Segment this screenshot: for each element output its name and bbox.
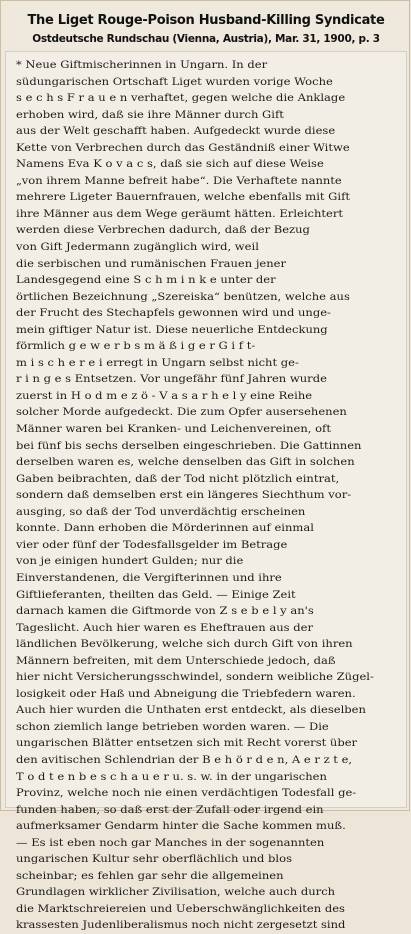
article-line: Männer waren bei Kranken- und Leichenvereinen, oft	[16, 423, 331, 436]
article-line: m i s c h e r e i erregt in Ungarn selbst nicht ge-	[16, 356, 299, 369]
article-line: Grundlagen wirklicher Zivilisation, welche auch durch	[16, 886, 336, 899]
article-line: mehrere Ligeter Bauernfrauen, welche ebenfalls mit Gift	[16, 191, 350, 204]
article-line: darnach kamen die Giftmorde von Z s e b e l y an's	[16, 605, 314, 618]
article-line: s e c h s F r a u e n verhaftet, gegen welche die Anklage	[16, 92, 346, 105]
article-line: hier nicht Versicherungsschwindel, sondern weibliche Zügel-	[16, 671, 374, 684]
article-line: den avitischen Schlendrian der B e h ö r d e n, A e r z t e,	[16, 753, 353, 766]
article-line: sondern daß demselben erst ein längeres Siechthum vor-	[16, 489, 352, 502]
article-line: bei fünf bis sechs derselben eingeschrieben. Die Gattinnen	[16, 439, 362, 452]
newspaper-clipping	[5, 51, 407, 932]
article-line: Landesgegend eine S c h m i n k e unter der	[16, 274, 276, 287]
article-line: Männern befreiten, mit dem Unterschiede jedoch, daß	[16, 654, 336, 667]
article-line: schon ziemlich lange betrieben worden waren. — Die	[16, 720, 329, 733]
article-line: krassesten Judenliberalismus noch nicht zergesetzt sind	[16, 919, 346, 932]
article-line: von Gift Jedermann zugänglich wird, weil	[16, 241, 259, 254]
article-line: der Frucht des Stechapfels gewonnen wird und unge-	[16, 307, 331, 320]
article-line: vier oder fünf der Todesfallsgelder im Betrage	[16, 538, 288, 551]
article-line: zuerst in H o d m e z ö - V a s a r h e l y eine Reihe	[16, 389, 313, 402]
article-line: Provinz, welche noch nie einen verdächtigen Todesfall ge-	[16, 787, 357, 800]
article-line: aus der Welt geschafft haben. Aufgedeckt wurde diese	[16, 125, 336, 138]
article-text	[16, 57, 398, 934]
article-line: Kette von Verbrechen durch das Geständniß einer Witwe	[16, 141, 350, 154]
article-line: Einverstandenen, die Vergifterinnen und ihre	[16, 571, 282, 584]
article-line: Namens Eva K o v a c s, daß sie sich auf diese Weise	[16, 158, 324, 171]
article-line: scheinbar; es fehlen gar sehr die allgemeinen	[16, 869, 284, 882]
article-line: von je einigen hundert Gulden; nur die	[16, 555, 244, 568]
article-line: die serbischen und rumänischen Frauen jener	[16, 257, 287, 270]
article-line: T o d t e n b e s c h a u e r u. s. w. in der ungarischen	[16, 770, 327, 783]
article-line: mein giftiger Natur ist. Diese neuerliche Entdeckung	[16, 323, 328, 336]
article-line: erhoben wird, daß sie ihre Männer durch Gift	[16, 108, 284, 121]
article-line: ungarischen Kultur sehr oberflächlich und blos	[16, 853, 292, 866]
article-line: „von ihrem Manne befreit habe“. Die Verhaftete nannte	[16, 174, 342, 187]
article-line: die Marktschreiereien und Ueberschwänglichkeiten des	[16, 902, 345, 915]
page-title: The Liget Rouge-Poison Husband-Killing Syndicate	[27, 13, 385, 28]
article-line: örtlichen Bezeichnung „Szereiska“ benützen, welche aus	[16, 290, 350, 303]
article-line: — Es ist eben noch gar Manches in der sogenannten	[16, 836, 325, 849]
article-line: r i n g e s Entsetzen. Vor ungefähr fünf Jahren wurde	[16, 373, 327, 386]
source-citation: Ostdeutsche Rundschau (Vienna, Austria), Mar. 31, 1900, p. 3	[32, 33, 380, 45]
article-line: Tageslicht. Auch hier waren es Eheftrauen aus der	[16, 621, 313, 634]
article-line: derselben waren es, welche denselben das Gift in solchen	[16, 456, 355, 469]
article-line: südungarischen Ortschaft Liget wurden vorige Woche	[16, 75, 333, 88]
article-line: förmlich g e w e r b s m ä ß i g e r G i f t-	[16, 340, 256, 353]
article-line: ländlichen Bevölkerung, welche sich durch Gift von ihren	[16, 638, 353, 651]
article-line: losigkeit oder Haß und Abneigung die Triebfedern waren.	[16, 687, 356, 700]
article-line: solcher Morde aufgedeckt. Die zum Opfer ausersehenen	[16, 406, 347, 419]
header	[1, 1, 411, 53]
article-line: Giftlieferanten, theilten das Geld. — Einige Zeit	[16, 588, 296, 601]
article-line: ihre Männer aus dem Wege geräumt hätten. Erleichtert	[16, 207, 344, 220]
article-line: werden diese Verbrechen dadurch, daß der Bezug	[16, 224, 310, 237]
article-line: aufmerksamer Gendarm hinter die Sache kommen muß.	[16, 820, 346, 833]
article-line: Gaben beibrachten, daß der Tod nicht plötzlich eintrat,	[16, 472, 340, 485]
article-line: konnte. Dann erhoben die Mörderinnen auf einmal	[16, 522, 314, 535]
article-line: ausging, so daß der Tod unverdächtig erscheinen	[16, 505, 306, 518]
article-line: funden haben, so daß erst der Zufall oder irgend ein	[16, 803, 324, 816]
article-line: ungarischen Blätter entsetzen sich mit Recht vorerst über	[16, 737, 358, 750]
article-line: Auch hier wurden die Unthaten erst entdeckt, als dieselben	[16, 704, 366, 717]
article-headline-line: * Neue Giftmischerinnen in Ungarn. In der	[16, 59, 268, 71]
